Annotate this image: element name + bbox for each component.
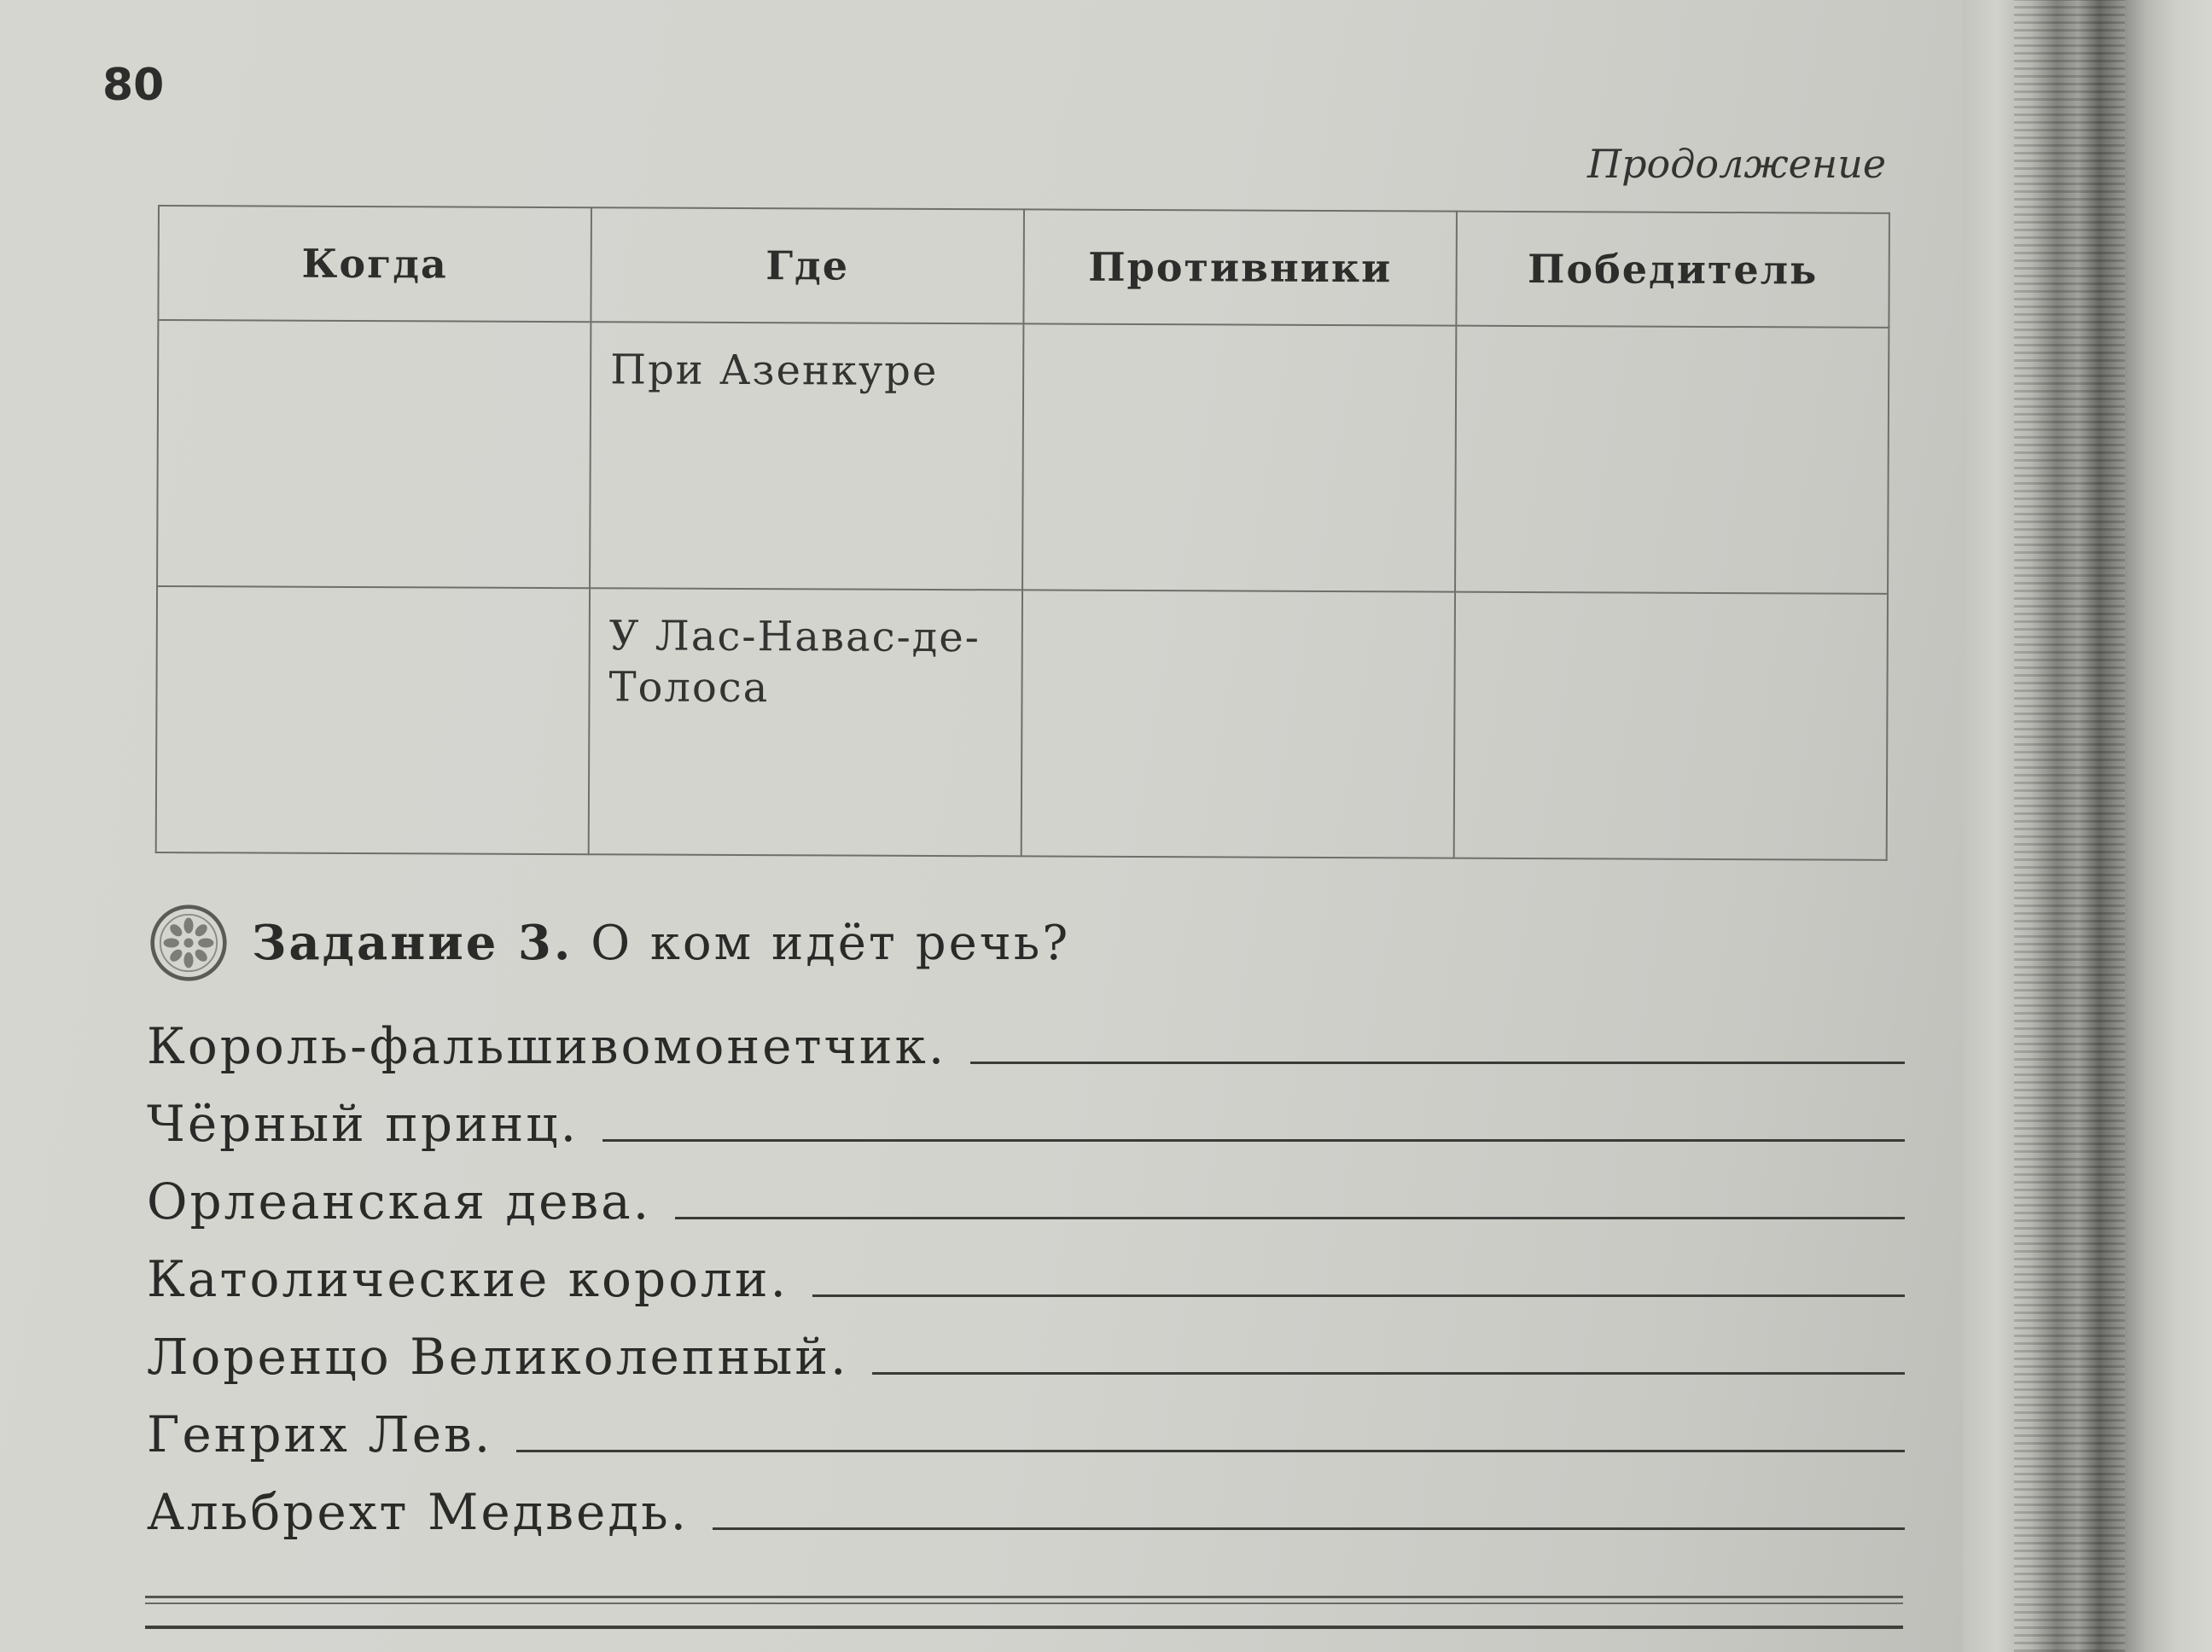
cell-when[interactable] xyxy=(156,586,590,854)
continuation-label: Продолжение xyxy=(1587,141,1887,187)
bottom-divider xyxy=(145,1596,1903,1604)
answer-blank[interactable] xyxy=(675,1208,1905,1219)
answer-blank[interactable] xyxy=(970,1053,1905,1064)
header-winner: Победитель xyxy=(1456,212,1889,328)
answer-prompt: Лоренцо Великолепный. xyxy=(147,1328,849,1386)
list-item xyxy=(147,998,1905,1076)
answer-blank[interactable] xyxy=(872,1364,1905,1375)
answer-blank[interactable] xyxy=(713,1519,1905,1530)
task-question: О ком идёт речь? xyxy=(591,916,1071,971)
list-item xyxy=(147,1231,1905,1309)
battles-table xyxy=(155,205,1890,861)
answer-prompt: Орлеанская дева. xyxy=(147,1172,652,1230)
cell-when[interactable] xyxy=(157,320,591,588)
cell-where: У Лас-Навас-де-Толоса xyxy=(589,588,1022,856)
answer-blank[interactable] xyxy=(812,1286,1905,1297)
answer-blank[interactable] xyxy=(516,1441,1905,1452)
list-item xyxy=(147,1154,1905,1231)
list-item xyxy=(147,1387,1905,1464)
list-item xyxy=(147,1309,1905,1387)
list-item xyxy=(147,1464,1905,1542)
answer-prompt: Чёрный принц. xyxy=(147,1095,579,1153)
answer-prompt: Генрих Лев. xyxy=(147,1405,493,1463)
cell-winner[interactable] xyxy=(1455,326,1889,594)
table-row xyxy=(156,586,1888,860)
table-row xyxy=(157,320,1889,594)
answer-prompt: Альбрехт Медведь. xyxy=(147,1483,690,1541)
answer-blank[interactable] xyxy=(602,1131,1905,1142)
task-title xyxy=(252,915,1070,971)
page-edge-stack xyxy=(2014,0,2125,1652)
page-number: 80 xyxy=(102,60,165,111)
list-item xyxy=(147,1076,1905,1154)
table-header-row xyxy=(158,206,1889,328)
task-label: Задание 3. xyxy=(252,915,573,971)
circle-ornament-icon xyxy=(149,904,228,982)
cell-opponents[interactable] xyxy=(1022,323,1456,591)
header-opponents: Противники xyxy=(1023,209,1457,325)
cell-winner[interactable] xyxy=(1454,592,1888,860)
task-header xyxy=(149,896,1070,990)
bottom-divider-thick xyxy=(145,1626,1903,1629)
header-where: Где xyxy=(591,207,1024,323)
cell-where: При Азенкуре xyxy=(590,322,1023,590)
answer-prompt: Католические короли. xyxy=(147,1250,789,1308)
answer-list xyxy=(147,998,1905,1542)
header-when: Когда xyxy=(158,206,591,322)
cell-opponents[interactable] xyxy=(1022,590,1455,858)
answer-prompt: Король-фальшивомонетчик. xyxy=(147,1017,947,1075)
